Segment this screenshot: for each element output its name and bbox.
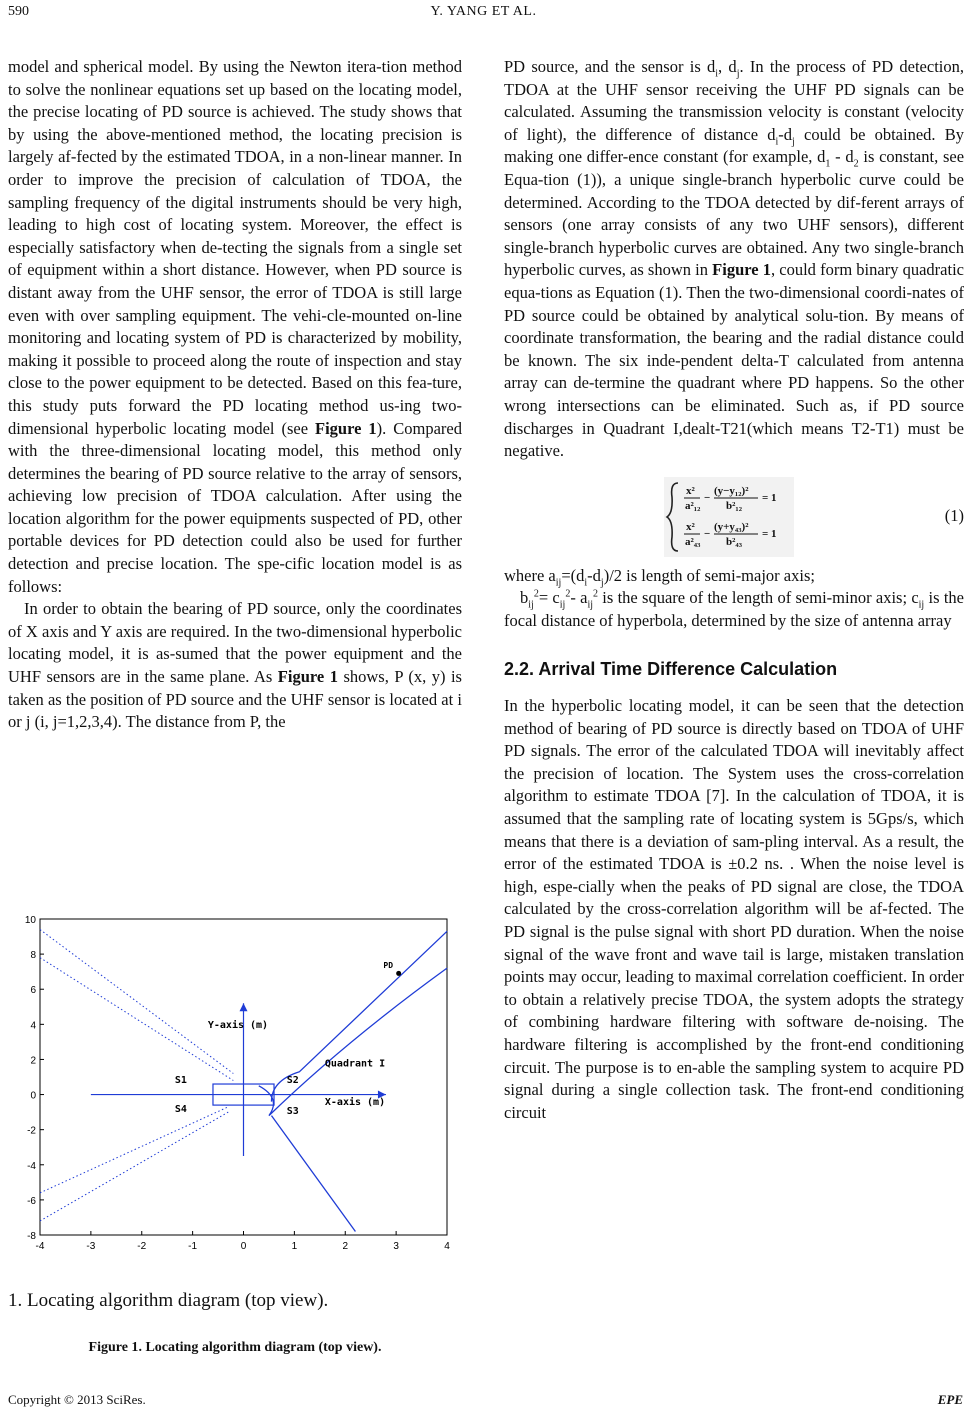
- y-tick-label: 4: [30, 1020, 36, 1032]
- page-footer: [8, 1392, 963, 1408]
- y-tick-label: -4: [27, 1160, 36, 1172]
- paragraph: where $a_{ij}=(d_i-d_j)/2$ is length of semi-major axis;: [504, 565, 815, 588]
- hyperbola-diagram: [20, 915, 455, 1260]
- svg-text:(y−y₁₂)²: (y−y₁₂)²: [714, 484, 749, 497]
- pd-label: PD: [383, 961, 394, 971]
- svg-text:= 1: = 1: [762, 527, 777, 540]
- equation-number: (1): [944, 505, 964, 525]
- x-tick-label: 1: [291, 1241, 298, 1252]
- svg-text:x²: x²: [686, 520, 695, 533]
- sensor-label: S1: [174, 1075, 187, 1087]
- y-tick-label: 10: [24, 915, 36, 926]
- x-tick-label: 4: [444, 1241, 450, 1252]
- running-title: Y. YANG ET AL.: [430, 4, 537, 19]
- y-tick-label: 8: [30, 950, 36, 962]
- svg-text:a²₁₂: a²₁₂: [685, 499, 701, 512]
- y-axis-label: Y-axis (m): [207, 1019, 269, 1031]
- svg-text:x²: x²: [686, 484, 695, 497]
- x-tick-label: -1: [188, 1241, 198, 1252]
- paragraph: model and spherical model. By using the Newton itera-tion method to solve the nonlinear equations set up based on the locating model, the precise locating of PD source is achieved. The study shows that by using the above-mentioned method, the locating precision is largely af-fected by the estimated TDOA, in a non-linear manner. In order to improve the precision of calculation of TDOA, the sampling frequency of the digital instruments should be very high, leading to high cost of locating system. Moreover, the effect is especially satisfactory when de-tecting the signals from a single set of equipment within a short distance. However, when PD source is distant away from the UHF sensor, the error of TDOA is still large even with over sampling equipment. The vehi-cle-mounted on-line monitoring and locating system of PD is characterized by mobility, making it possible to proceed along the route of inspection and stay close to the power equipment to be detected. Based on this fea-ture, this study puts forward the PD locating method us-ing two-dimensional hyperbolic locating model (see Figure 1). Compared with the three-dimensional locating model, this method only determines the bearing of PD source relative to the array of sensors, achieving low precision of TDOA calculation. After using the location algorithm for the power equipments suspected of PD, other portable devices for PD detection could also be used for further detection and precise location. The spe-cific location model is as follows:: [8, 57, 462, 596]
- figure-caption: Figure 1. Locating algorithm diagram (top view).: [88, 1340, 382, 1355]
- x-tick-label: 0: [240, 1241, 247, 1252]
- right-column: [504, 56, 964, 1124]
- x-tick-label: -2: [137, 1241, 147, 1252]
- journal-name: EPE: [937, 1392, 963, 1407]
- sensor-label: S4: [174, 1104, 187, 1116]
- figure-caption-large: 1. Locating algorithm diagram (top view).: [8, 1290, 329, 1311]
- pd-point: [396, 971, 401, 976]
- svg-text:−: −: [704, 491, 711, 504]
- page-header: [0, 2, 967, 24]
- y-tick-label: 2: [30, 1055, 36, 1067]
- svg-text:b²₁₂: b²₁₂: [726, 499, 743, 512]
- left-column: [8, 56, 462, 734]
- figure-ref[interactable]: Figure 1: [315, 418, 377, 438]
- paragraph: PD source, and the sensor is $d_i$, $d_j$. In the process of PD detection, TDOA at the UHF sensor receiving the UHF PD signals can be calculated. Assuming the transmission velocity is constant (velocity of light), the difference of distance $d_i-d_j$ could be obtained. By making one differ-ence constant (for example, $d_1 - d_2$ is constant, see Equa-tion (1)), a unique single-branch hyperbolic curve could be determined. According to the TDOA detected by dif-ferent arrays of sensors (one array consists of any two UHF sensors), different single-branch hyperbolic curves are obtained. Any two single-branch hyperbolic curves, as shown in Figure 1, could form binary quadratic equa-tions as Equation (1). Then the two-dimensional coordi-nates of PD source could be obtained by analytical solu-tion. By means of coordinate transformation, the bearing and the radial distance could be known. The six inde-pendent delta-T calculated from antenna array can de-termine the quadrant where PD happens. So the other wrong intersections can be eliminated. Such as, if PD source discharges in Quadrant I,dealt-T21(which means T2-T1) must be negative.: [504, 57, 965, 461]
- svg-text:−: −: [704, 527, 711, 540]
- paragraph: In the hyperbolic locating model, it can be seen that the detection method of bearing of PD source is directly based on TDOA of UHF PD signals. The error of the calculated TDOA will inevitably affect the precision of location. The System uses the cross-correlation algorithm to estimate TDOA [7]. In the calculation of TDOA, it is assumed that the sampling rate of locating system is 5Gps/s, which means that there is a deviation of sam-pling interval. As a result, the error of the estimated TDOA is ±0.2 ns. . When the noise level is high, espe-cially when the peaks of PD signal are close, the TDOA calculated by the cross-correlation algorithm will be af-fected. The PD signal is the pulse signal with short PD duration. When the noise signal of the wave front and wave tail is large, mistaken translation points may occur, leading to maximal correlation coefficient. In order to obtain a relatively precise TDOA, the system adopts the strategy of combining hardware filtering with software de-noising. The hardware filtering is accomplished by the front-end conditioning circuit. The purpose is to en-able the sampling system to acquire PD signal during a single collection task. The front-end conditioning circuit: [504, 696, 964, 1122]
- y-tick-label: -8: [27, 1231, 36, 1242]
- svg-text:(y+y₄₃)²: (y+y₄₃)²: [714, 520, 749, 533]
- paragraph: In order to obtain the bearing of PD source, only the coordinates of X axis and Y axis are required. In the two-dimensional hyperbolic locating model, it is as-sumed that the power equipment and the UHF sensors are in the same plane. As Figure 1 shows, P (x, y) is taken as the position of PD source and the UHF sensor is located at i or j (i, j=1,2,3,4). The distance from P, the: [8, 599, 462, 732]
- section-heading: 2.2. Arrival Time Difference Calculation: [504, 659, 838, 680]
- figure-ref[interactable]: Figure 1: [277, 667, 338, 687]
- equation-image: [664, 477, 794, 557]
- y-tick-label: -6: [27, 1195, 36, 1207]
- x-axis-label: X-axis (m): [324, 1097, 386, 1109]
- y-tick-label: -2: [27, 1125, 36, 1137]
- y-tick-label: 0: [30, 1090, 36, 1102]
- svg-text:= 1: = 1: [762, 491, 777, 504]
- page-number: 590: [8, 4, 29, 19]
- figure-1-plot: [20, 915, 455, 1260]
- copyright: Copyright © 2013 SciRes.: [8, 1392, 146, 1407]
- x-tick-label: 2: [342, 1241, 349, 1252]
- x-tick-label: -3: [86, 1241, 96, 1252]
- figure-ref[interactable]: Figure 1: [712, 260, 771, 280]
- x-tick-label: 3: [393, 1241, 399, 1252]
- equation-1: [504, 477, 964, 557]
- svg-text:b²₄₃: b²₄₃: [726, 535, 743, 548]
- quadrant-label: Quadrant I: [324, 1058, 386, 1070]
- sensor-label: S3: [286, 1105, 299, 1117]
- paragraph: $b_{ij}^2= c_{ij}^2-$ $a_{ij}^2$ is the square of the length of semi-minor axis; $c_{ij}$ is the focal distance of hyperbola, determined by the size of antenna array: [504, 588, 964, 630]
- y-tick-label: 6: [30, 985, 36, 997]
- svg-text:a²₄₃: a²₄₃: [685, 535, 701, 548]
- x-tick-label: -4: [35, 1241, 45, 1252]
- sensor-label: S2: [286, 1075, 299, 1087]
